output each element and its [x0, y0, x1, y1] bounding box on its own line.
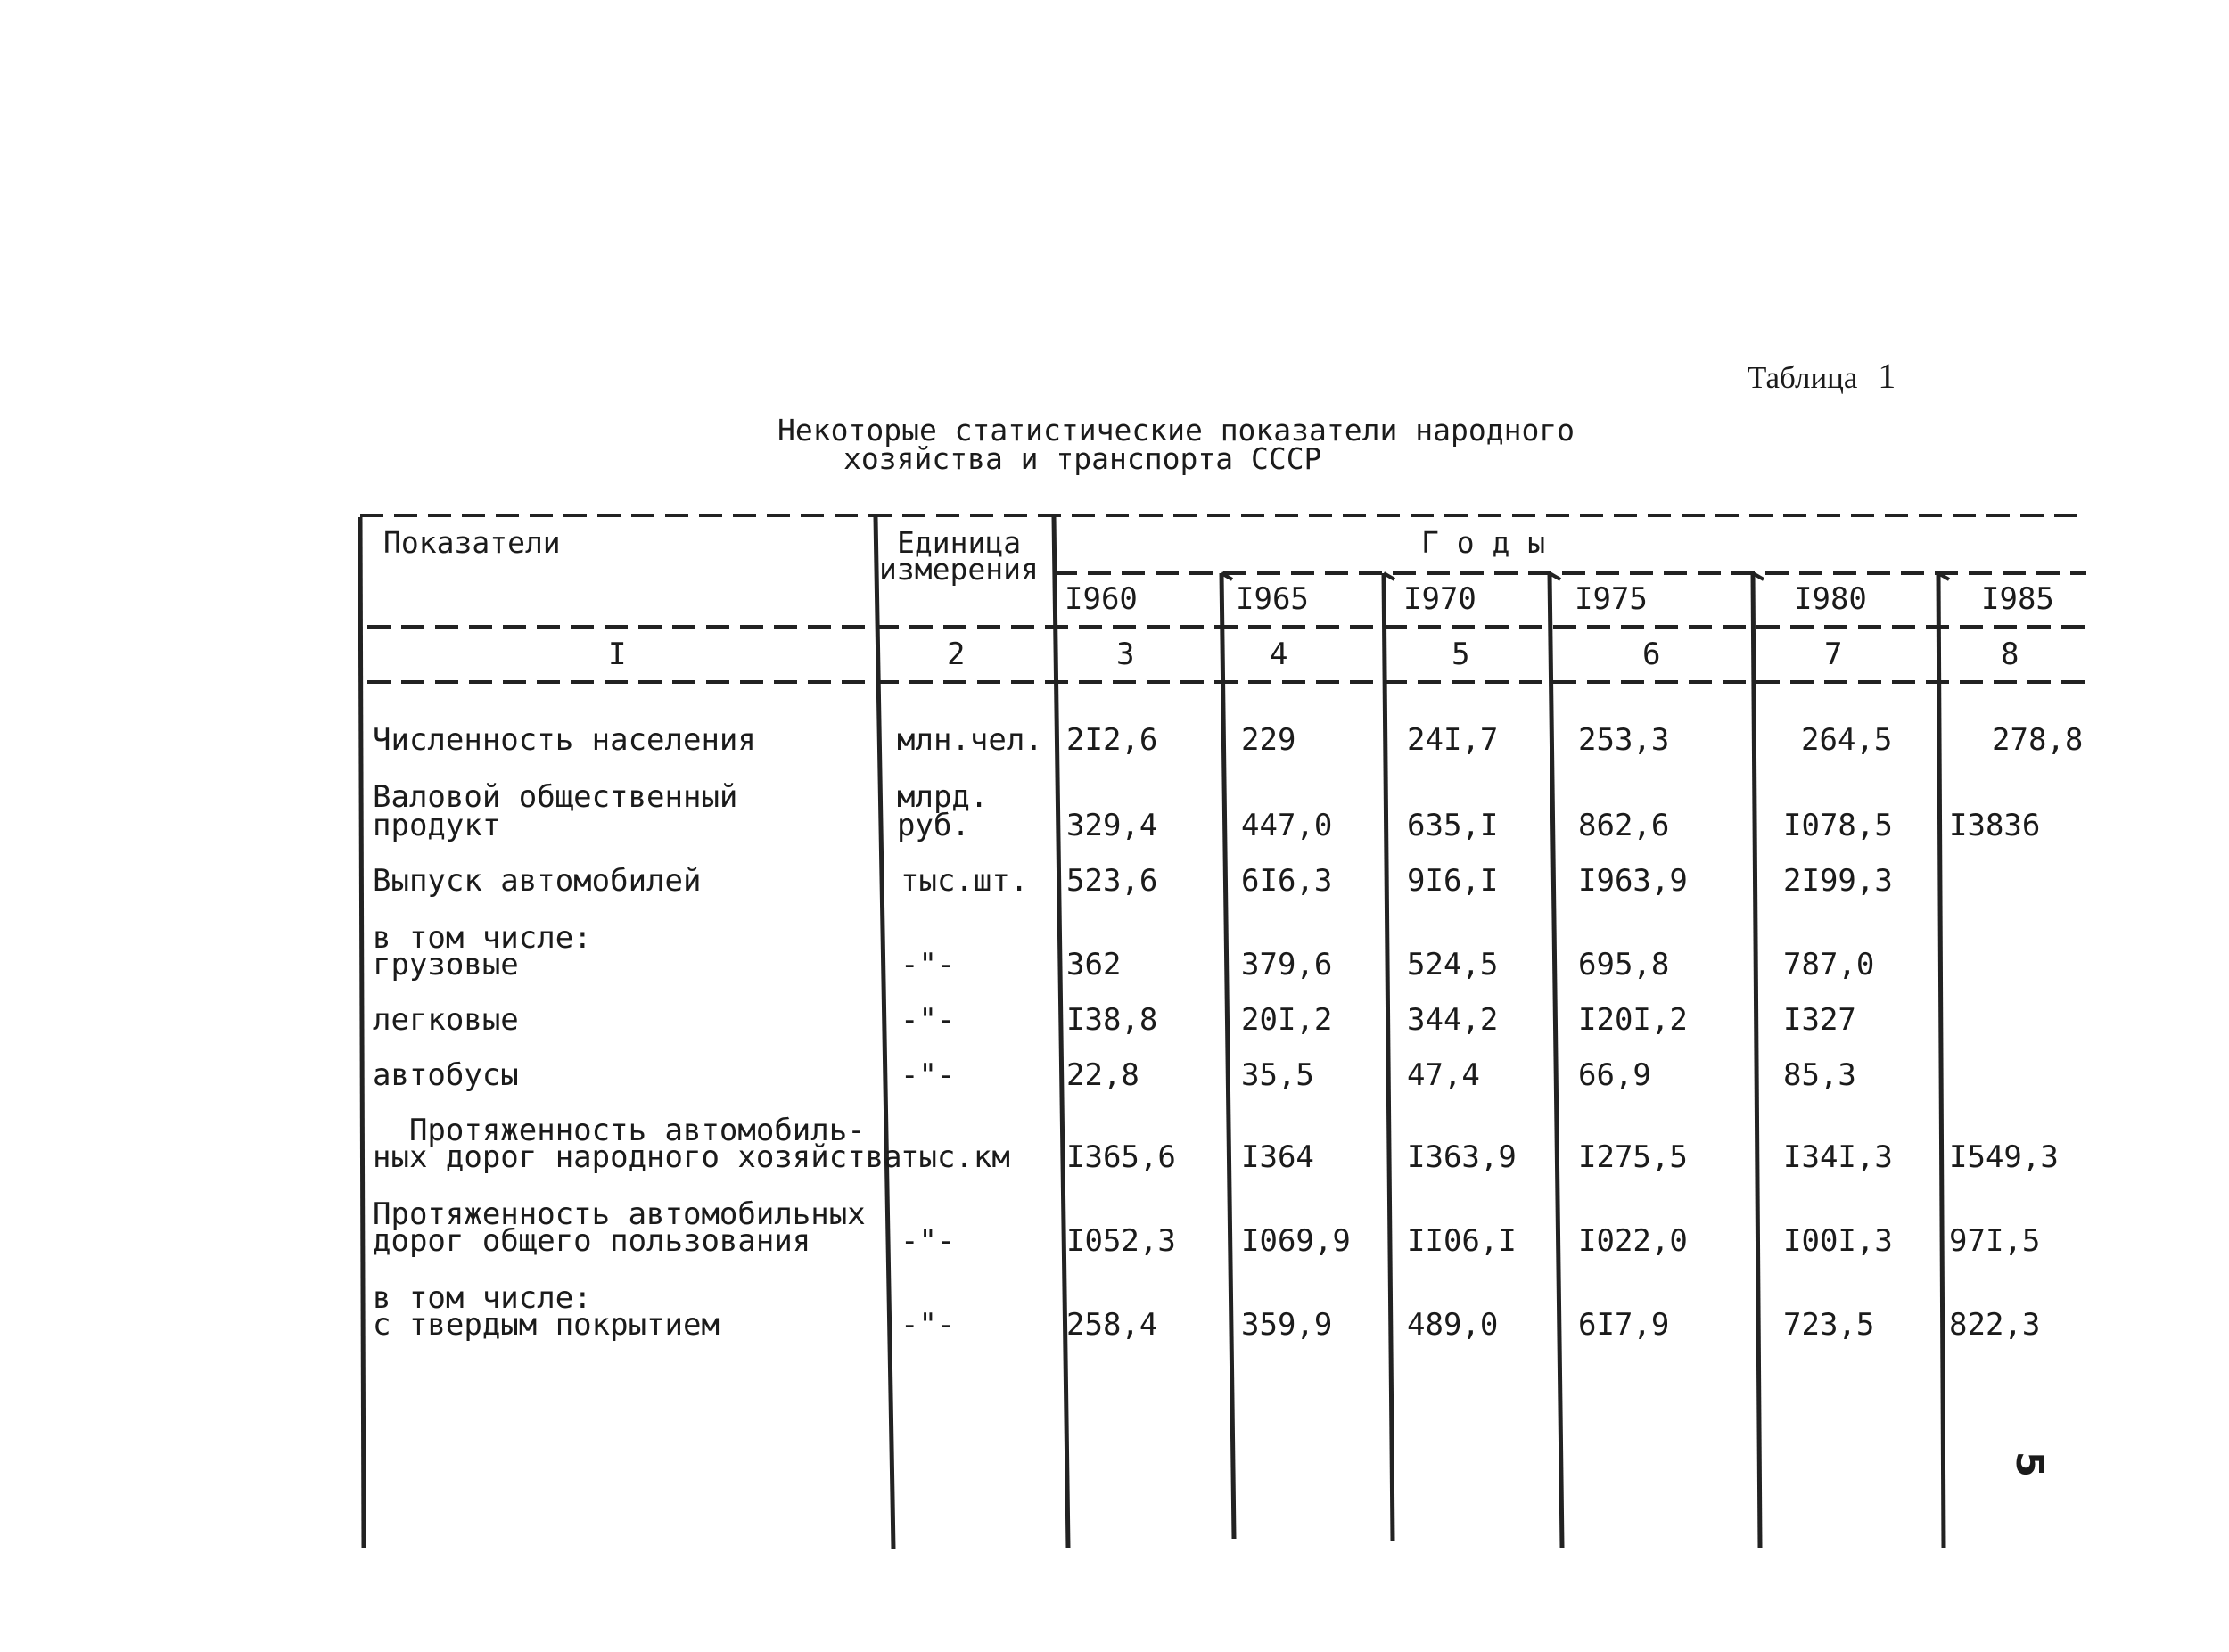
column-number-4: 4	[1270, 637, 1288, 672]
header-unit-line-1: Единица	[897, 525, 1022, 560]
row-8-value-1980: I00I,3	[1783, 1223, 1893, 1259]
row-2-label-line-2: продукт	[373, 808, 501, 843]
row-7-value-1960: I365,6	[1066, 1139, 1176, 1175]
row-7-label-line-1: Протяженность автомобиль-	[373, 1113, 866, 1148]
row-5-value-1965: 20I,2	[1241, 1002, 1333, 1038]
row-9-unit-line-2: -"-	[901, 1307, 956, 1343]
row-7-value-1985: I549,3	[1949, 1139, 2059, 1175]
row-8-value-1960: I052,3	[1066, 1223, 1176, 1259]
row-1-value-1985: 278,8	[1992, 722, 2084, 758]
row-2-value-1970: 635,I	[1407, 808, 1499, 843]
row-4-label-line-2: грузовые	[373, 947, 519, 982]
row-5-unit-line-1: -"-	[901, 1002, 956, 1038]
header-year-4: I975	[1575, 581, 1648, 617]
header-years-group: Г о д ы	[1421, 525, 1546, 560]
row-2-value-1965: 447,0	[1241, 808, 1333, 843]
row-5-value-1970: 344,2	[1407, 1002, 1499, 1038]
row-5-value-1975: I20I,2	[1578, 1002, 1688, 1038]
row-9-value-1965: 359,9	[1241, 1307, 1333, 1343]
page-number-mark: 5	[2008, 1451, 2052, 1478]
row-1-value-1975: 253,3	[1578, 722, 1670, 758]
column-number-8: 8	[2001, 637, 2019, 672]
row-1-value-1960: 2I2,6	[1066, 722, 1158, 758]
row-2-label-line-1: Валовой общественный	[373, 779, 738, 815]
column-number-7: 7	[1824, 637, 1843, 672]
row-2-unit-line-2: руб.	[897, 808, 970, 843]
row-3-value-1960: 523,6	[1066, 863, 1158, 899]
row-4-value-1960: 362	[1066, 947, 1122, 982]
row-5-label-line-1: легковые	[373, 1002, 519, 1038]
row-7-unit-line-2: тыс.км	[901, 1139, 1010, 1175]
row-4-unit-line-2: -"-	[901, 947, 956, 982]
row-6-value-1960: 22,8	[1066, 1057, 1139, 1093]
column-number-5: 5	[1452, 637, 1470, 672]
header-indicator: Показатели	[383, 525, 561, 560]
row-2-value-1980: I078,5	[1783, 808, 1893, 843]
row-3-value-1970: 9I6,I	[1407, 863, 1499, 899]
row-8-value-1970: II06,I	[1407, 1223, 1517, 1259]
row-9-value-1975: 6I7,9	[1578, 1307, 1670, 1343]
row-8-label-line-1: Протяженность автомобильных	[373, 1196, 866, 1232]
row-4-value-1975: 695,8	[1578, 947, 1670, 982]
row-1-unit-line-1: млн.чел.	[897, 722, 1043, 758]
row-9-value-1970: 489,0	[1407, 1307, 1499, 1343]
row-3-label-line-1: Выпуск автомобилей	[373, 863, 702, 899]
header-year-6: I985	[1981, 581, 2054, 617]
row-8-label-line-2: дорог общего пользования	[373, 1223, 811, 1259]
row-1-value-1965: 229	[1241, 722, 1296, 758]
column-number-2: 2	[947, 637, 966, 672]
row-4-value-1965: 379,6	[1241, 947, 1333, 982]
row-3-unit-line-1: тыс.шт.	[901, 863, 1029, 899]
header-year-3: I970	[1403, 581, 1476, 617]
row-8-value-1985: 97I,5	[1949, 1223, 2041, 1259]
column-number-6: 6	[1642, 637, 1661, 672]
row-7-value-1975: I275,5	[1578, 1139, 1688, 1175]
row-5-value-1960: I38,8	[1066, 1002, 1158, 1038]
row-1-value-1970: 24I,7	[1407, 722, 1499, 758]
row-6-label-line-1: автобусы	[373, 1057, 519, 1093]
row-6-unit-line-1: -"-	[901, 1057, 956, 1093]
row-2-value-1985: I3836	[1949, 808, 2041, 843]
table-title-line-1: Некоторые статистические показатели народного	[777, 413, 1575, 448]
row-7-value-1970: I363,9	[1407, 1139, 1517, 1175]
row-4-label-line-1: в том числе:	[373, 920, 592, 956]
row-3-value-1965: 6I6,3	[1241, 863, 1333, 899]
header-year-1: I960	[1065, 581, 1138, 617]
row-3-value-1980: 2I99,3	[1783, 863, 1893, 899]
header-year-5: I980	[1794, 581, 1867, 617]
row-2-value-1975: 862,6	[1578, 808, 1670, 843]
row-6-value-1980: 85,3	[1783, 1057, 1856, 1093]
table-title-line-2: хозяйства и транспорта СССР	[843, 441, 1322, 476]
header-unit-line-2: измерения	[879, 552, 1039, 587]
row-1-label-line-1: Численность населения	[373, 722, 756, 758]
header-year-2: I965	[1236, 581, 1309, 617]
row-9-value-1985: 822,3	[1949, 1307, 2041, 1343]
row-7-label-line-2: ных дорог народного хозяйства	[373, 1139, 902, 1175]
table-number: 1	[1878, 356, 1896, 396]
row-8-value-1975: I022,0	[1578, 1223, 1688, 1259]
row-3-value-1975: I963,9	[1578, 863, 1688, 899]
column-number-1: I	[608, 637, 627, 672]
row-6-value-1965: 35,5	[1241, 1057, 1314, 1093]
row-2-value-1960: 329,4	[1066, 808, 1158, 843]
row-1-value-1980: 264,5	[1801, 722, 1893, 758]
row-6-value-1970: 47,4	[1407, 1057, 1480, 1093]
row-2-unit-line-1: млрд.	[897, 779, 989, 815]
row-6-value-1975: 66,9	[1578, 1057, 1651, 1093]
row-7-value-1965: I364	[1241, 1139, 1314, 1175]
row-8-unit-line-2: -"-	[901, 1223, 956, 1259]
row-8-value-1965: I069,9	[1241, 1223, 1351, 1259]
row-9-value-1960: 258,4	[1066, 1307, 1158, 1343]
row-4-value-1980: 787,0	[1783, 947, 1875, 982]
table-label-word: Таблица	[1748, 360, 1858, 395]
row-5-value-1980: I327	[1783, 1002, 1856, 1038]
row-4-value-1970: 524,5	[1407, 947, 1499, 982]
column-number-3: 3	[1116, 637, 1135, 672]
row-9-label-line-2: с твердым покрытием	[373, 1307, 720, 1343]
row-9-value-1980: 723,5	[1783, 1307, 1875, 1343]
row-7-value-1980: I34I,3	[1783, 1139, 1893, 1175]
row-9-label-line-1: в том числе:	[373, 1280, 592, 1316]
